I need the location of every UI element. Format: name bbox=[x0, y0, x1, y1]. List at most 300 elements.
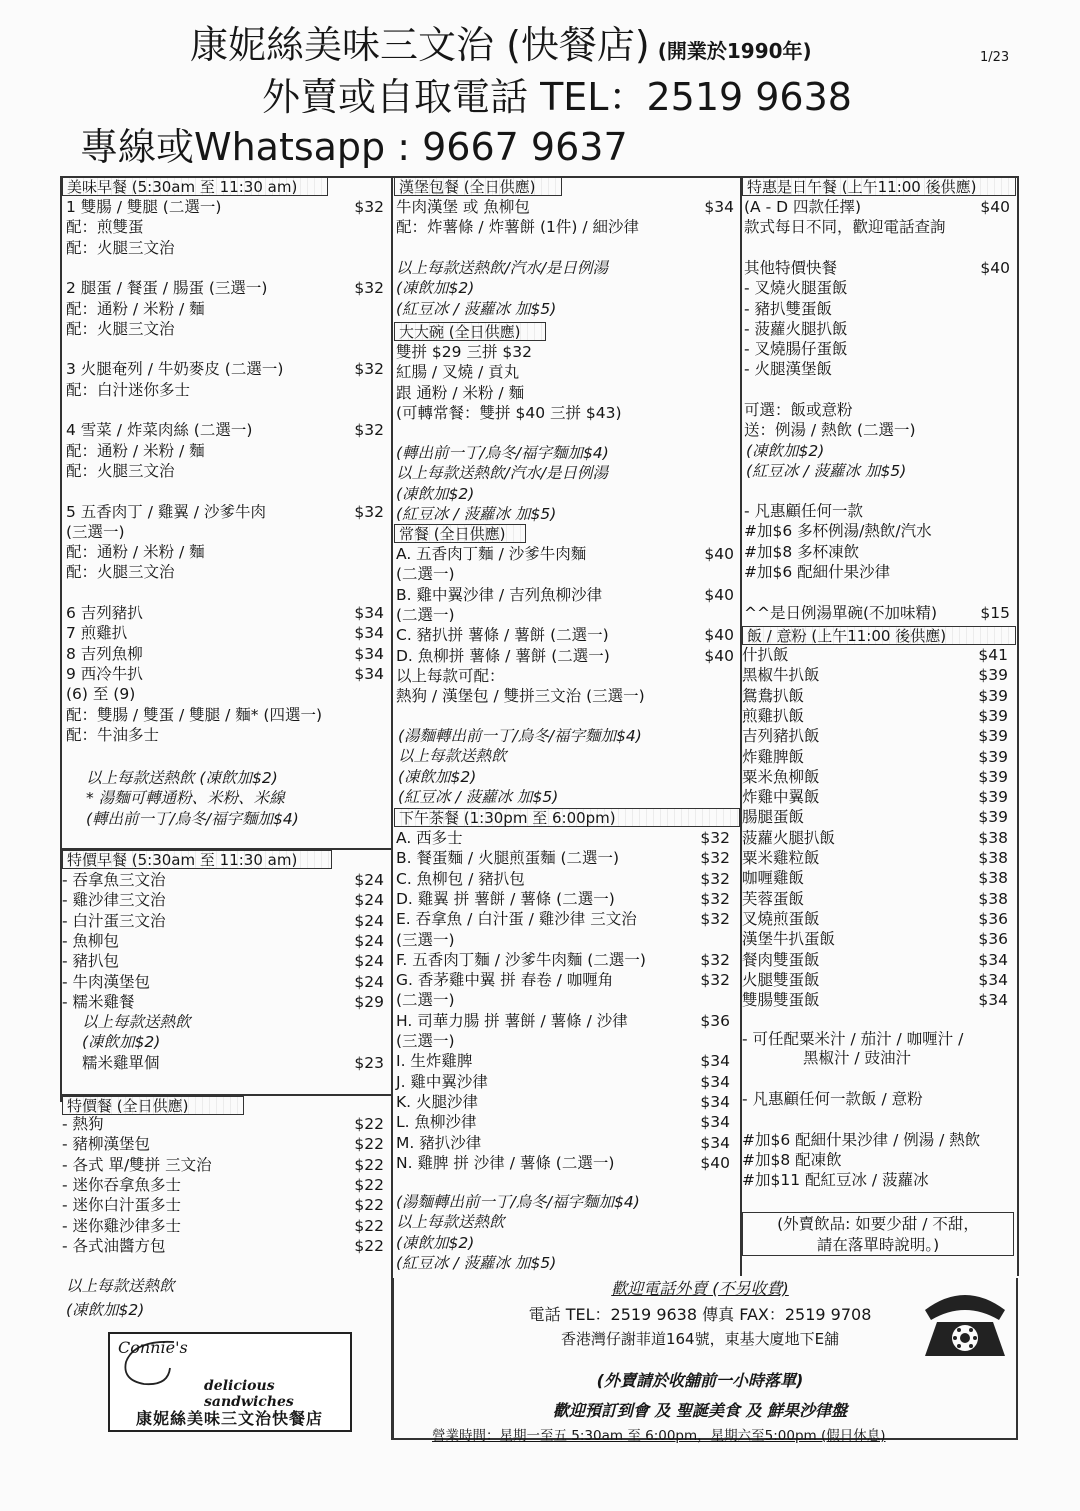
section-breakfast-title: 美味早餐 (5:30am 至 11:30 am) bbox=[62, 177, 328, 196]
footer-address: 香港灣仔謝菲道164號，東基大廈地下E舖 bbox=[560, 1330, 840, 1348]
breakfast-item-text: 配：火腿三文治 bbox=[66, 563, 175, 582]
breakfast-item bbox=[66, 299, 384, 319]
special-breakfast-item bbox=[62, 870, 384, 890]
logo-name: 康妮絲美味三文治快餐店 bbox=[136, 1409, 324, 1428]
bowl-item: 紅腸 / 叉燒 / 貢丸 bbox=[396, 363, 520, 382]
rice-item-text: 菠蘿火腿扒飯 bbox=[742, 828, 836, 847]
rice-sauce: - 可任配粟米汁 / 茄汁 / 咖喱汁 / bbox=[742, 1030, 964, 1048]
special-breakfast-item-text: - 糯米雞餐 bbox=[62, 992, 135, 1011]
breakfast-item-price: $32 bbox=[354, 198, 384, 216]
special-breakfast-item bbox=[62, 951, 384, 971]
rice-item-text: 粟米雞粒飯 bbox=[742, 849, 820, 867]
tea-item-price: $32 bbox=[700, 950, 730, 969]
regular-item bbox=[396, 686, 734, 706]
regular-item bbox=[396, 564, 734, 584]
section-bowl-title: 大大碗 (全日供應) bbox=[394, 322, 546, 341]
rice-item-text: 煎雞扒飯 bbox=[742, 706, 805, 725]
breakfast-item-text: 7 煎雞扒 bbox=[66, 624, 128, 643]
tea-item-text: D. 雞翼 拼 薯餅 / 薯條 (二選一) bbox=[396, 889, 615, 908]
rice-item-text: 什扒飯 bbox=[742, 646, 789, 664]
regular-item-price: $40 bbox=[704, 545, 734, 563]
regular-item-text: (二選一) bbox=[396, 605, 455, 624]
special-breakfast-item-text: - 豬扒包 bbox=[62, 952, 120, 971]
breakfast-item bbox=[66, 380, 384, 400]
regular-item bbox=[396, 666, 734, 686]
regular-item-text: 以上每款可配： bbox=[396, 666, 505, 685]
rice-addon: #加$6 配細什果沙律 / 例湯 / 熱飲 bbox=[742, 1130, 981, 1149]
breakfast-item bbox=[66, 644, 384, 664]
bowl-item: 跟 通粉 / 米粉 / 麵 bbox=[396, 383, 525, 402]
lunch-item-text: 款式每日不同，歡迎電話查詢 bbox=[744, 218, 946, 237]
rice-item-price: $38 bbox=[978, 889, 1008, 908]
rice-item-text: 腸腿蛋飯 bbox=[742, 808, 805, 827]
breakfast-note: (轉出前一丁/烏冬/福字麵加$4) bbox=[86, 809, 299, 828]
rice-item bbox=[742, 726, 1008, 746]
breakfast-item bbox=[66, 664, 384, 684]
bowl-note: (轉出前一丁/烏冬/福字麵加$4) bbox=[396, 444, 609, 462]
breakfast-item-price: $32 bbox=[354, 502, 384, 521]
lunch-addon-text: - 凡惠顧任何一款 bbox=[744, 502, 864, 520]
bowl-item: 雙拼 $29 三拼 $32 bbox=[396, 343, 532, 361]
bowl-note: (紅豆冰 / 菠蘿冰 加$5) bbox=[396, 504, 557, 523]
special-meal-item-text: - 迷你白汁蛋多士 bbox=[62, 1196, 182, 1215]
burger-item-text: 配：炸薯條 / 炸薯餅 (1件) / 細沙律 bbox=[396, 218, 640, 237]
special-meal-item-price: $22 bbox=[354, 1115, 384, 1133]
breakfast-item-text: 配：雙腸 / 雙蛋 / 雙腿 / 麵* (四選一) bbox=[66, 705, 323, 724]
rice-item-text: 吉列豬扒飯 bbox=[742, 727, 820, 746]
regular-item-text: A. 五香肉丁麵 / 沙爹牛肉麵 bbox=[396, 545, 587, 563]
special-meal-item-text: - 迷你吞拿魚多士 bbox=[62, 1175, 182, 1194]
breakfast-item bbox=[66, 562, 384, 582]
special-breakfast-item-price: $24 bbox=[354, 911, 384, 930]
tea-note: 以上每款送熱飲 bbox=[396, 1213, 505, 1232]
regular-item-text: D. 魚柳拼 薯條 / 薯餅 (二選一) bbox=[396, 646, 610, 665]
lunch-item-text: - 菠蘿火腿扒飯 bbox=[744, 319, 848, 338]
rice-item-price: $41 bbox=[978, 646, 1008, 664]
regular-note: 以上每款送熱飲 bbox=[398, 747, 507, 766]
lunch-note: (凍飲加$2) bbox=[746, 442, 825, 460]
breakfast-item-price: $34 bbox=[354, 604, 384, 622]
breakfast-item-text: 配：火腿三文治 bbox=[66, 319, 175, 338]
section-special-meal-title: 特價餐 (全日供應) bbox=[62, 1096, 244, 1115]
special-meal-item-text: - 熱狗 bbox=[62, 1115, 104, 1133]
rice-item-price: $39 bbox=[978, 788, 1008, 807]
rice-item bbox=[742, 868, 1008, 888]
rice-item bbox=[742, 950, 1008, 970]
lunch-item bbox=[744, 197, 1010, 217]
rice-item-price: $34 bbox=[978, 970, 1008, 989]
rotary-telephone-icon bbox=[915, 1282, 1015, 1362]
breakfast-item-text: (6) 至 (9) bbox=[66, 685, 136, 704]
lunch-item-text: - 豬扒雙蛋飯 bbox=[744, 299, 833, 318]
lunch-item-text: 送：例湯 / 熱飲 (二選一) bbox=[744, 421, 916, 440]
rice-item-text: 漢堡牛扒蛋飯 bbox=[742, 930, 836, 949]
regular-item bbox=[396, 544, 734, 564]
lunch-item bbox=[744, 400, 1010, 420]
breakfast-item-text: 配：牛油多士 bbox=[66, 725, 160, 744]
special-breakfast-note: (凍飲加$2) bbox=[82, 1033, 161, 1052]
rice-item-price: $39 bbox=[978, 666, 1008, 685]
breakfast-item bbox=[66, 258, 384, 278]
special-breakfast-item bbox=[62, 890, 384, 910]
lunch-addon bbox=[744, 542, 1010, 562]
tea-item-text: A. 西多士 bbox=[396, 829, 463, 847]
lunch-addon bbox=[744, 521, 1010, 541]
special-meal-item bbox=[62, 1195, 384, 1215]
rice-item bbox=[742, 787, 1008, 807]
rice-item bbox=[742, 665, 1008, 685]
rice-item-price: $34 bbox=[978, 991, 1008, 1010]
tea-item-text: E. 吞拿魚 / 白汁蛋 / 雞沙律 三文治 bbox=[396, 910, 637, 929]
breakfast-item-price: $34 bbox=[354, 644, 384, 663]
drink-note: (外賣飲品: 如要少甜 / 不甜， bbox=[777, 1215, 979, 1233]
special-breakfast-item-text: - 雞沙律三文治 bbox=[62, 891, 166, 910]
tea-note: (凍飲加$2) bbox=[396, 1233, 475, 1252]
breakfast-item-text: 2 腿蛋 / 餐蛋 / 腸蛋 (三選一) bbox=[66, 279, 268, 298]
bowl-item: (可轉常餐：雙拼 $40 三拼 $43) bbox=[396, 403, 622, 422]
burger-item-price: $34 bbox=[704, 198, 734, 216]
rice-item-price: $38 bbox=[978, 869, 1008, 888]
tea-note: (紅豆冰 / 菠蘿冰 加$5) bbox=[396, 1253, 557, 1272]
tea-item-text: (二選一) bbox=[396, 991, 455, 1010]
rice-item-price: $38 bbox=[978, 849, 1008, 867]
rice-item bbox=[742, 990, 1008, 1010]
breakfast-note: * 湯麵可轉通粉、米粉、米線 bbox=[86, 789, 285, 808]
breakfast-item-text: 1 雙腸 / 雙腿 (二選一) bbox=[66, 198, 222, 216]
breakfast-item-text: 配：火腿三文治 bbox=[66, 461, 175, 480]
tea-item bbox=[396, 909, 730, 929]
page-number: 1/23 bbox=[980, 50, 1010, 65]
regular-item bbox=[396, 646, 734, 666]
tea-item-text: (三選一) bbox=[396, 930, 455, 949]
since-label: (開業於1990年) bbox=[657, 39, 812, 63]
special-meal-item bbox=[62, 1175, 384, 1195]
tea-item-text: G. 香茅雞中翼 拼 春卷 / 咖喱角 bbox=[396, 971, 614, 990]
special-breakfast-extra bbox=[82, 1053, 384, 1073]
breakfast-item bbox=[66, 522, 384, 542]
special-meal-item bbox=[62, 1114, 384, 1134]
rice-item bbox=[742, 645, 1008, 665]
tea-item-price: $34 bbox=[700, 1072, 730, 1091]
tea-item bbox=[396, 1153, 730, 1173]
lunch-item-text: - 叉燒火腿蛋飯 bbox=[744, 279, 848, 298]
breakfast-item bbox=[66, 725, 384, 745]
breakfast-item bbox=[66, 481, 384, 501]
tea-item-text: H. 司華力腸 拼 薯餅 / 薯條 / 沙律 bbox=[396, 1011, 628, 1030]
rice-item-text: 餐肉雙蛋飯 bbox=[742, 950, 820, 969]
breakfast-item bbox=[66, 359, 384, 379]
breakfast-item-text: 配：通粉 / 米粉 / 麵 bbox=[66, 543, 205, 562]
breakfast-item-price: $32 bbox=[354, 421, 384, 440]
regular-item bbox=[396, 585, 734, 605]
breakfast-item bbox=[66, 461, 384, 481]
rice-item-price: $39 bbox=[978, 747, 1008, 766]
lunch-item bbox=[744, 380, 1010, 400]
tel-line: 外賣或自取電話 TEL：2519 9638 bbox=[262, 75, 852, 119]
footer-order-note: (外賣請於收舖前一小時落單) bbox=[596, 1371, 804, 1390]
rice-item bbox=[742, 889, 1008, 909]
lunch-item bbox=[744, 299, 1010, 319]
burger-note: (凍飲加$2) bbox=[396, 279, 475, 298]
tea-item bbox=[396, 1031, 730, 1051]
breakfast-item-price: $34 bbox=[354, 664, 384, 683]
regular-note: (湯麵轉出前一丁/烏冬/福字麵加$4) bbox=[398, 727, 642, 745]
tea-item-price: $32 bbox=[700, 869, 730, 888]
regular-item-price: $40 bbox=[704, 626, 734, 645]
regular-item-text: 熱狗 / 漢堡包 / 雙拼三文治 (三選一) bbox=[396, 687, 645, 706]
rice-item bbox=[742, 970, 1008, 990]
rice-item bbox=[742, 767, 1008, 787]
tea-item-text: I. 生炸雞脾 bbox=[396, 1052, 473, 1071]
rice-sauce: 黑椒汁 / 豉油汁 bbox=[802, 1049, 912, 1067]
rice-item-price: $39 bbox=[978, 706, 1008, 725]
special-breakfast-item-price: $24 bbox=[354, 891, 384, 910]
rice-item-text: 咖喱雞飯 bbox=[742, 869, 805, 888]
rice-item-price: $34 bbox=[978, 950, 1008, 969]
section-tea-title: 下午茶餐 (1:30pm 至 6:00pm) bbox=[394, 808, 740, 827]
lunch-addon-text: #加$8 多杯凍飲 bbox=[744, 542, 860, 561]
breakfast-item-text: (三選一) bbox=[66, 522, 125, 541]
section-burger-title: 漢堡包餐 (全日供應) bbox=[394, 177, 562, 196]
special-breakfast-item-text: - 牛肉漢堡包 bbox=[62, 972, 151, 991]
breakfast-item-text: 9 西冷牛扒 bbox=[66, 664, 143, 683]
special-meal-item-price: $22 bbox=[354, 1155, 384, 1174]
rice-addon bbox=[742, 1109, 1014, 1129]
special-meal-item-price: $22 bbox=[354, 1216, 384, 1235]
breakfast-item bbox=[66, 603, 384, 623]
rice-item bbox=[742, 828, 1008, 848]
special-breakfast-item-text: - 吞拿魚三文治 bbox=[62, 871, 166, 889]
special-breakfast-item-text: - 白汁蛋三文治 bbox=[62, 911, 166, 930]
footer-catering: 歡迎預訂到會 及 聖誕美食 及 鮮果沙律盤 bbox=[552, 1401, 848, 1420]
tea-item bbox=[396, 869, 730, 889]
lunch-addon-price: $15 bbox=[980, 603, 1010, 622]
logo bbox=[108, 1332, 352, 1432]
special-meal-item bbox=[62, 1155, 384, 1175]
section-lunch-title: 特惠是日午餐 (上午11:00 後供應) bbox=[742, 177, 1016, 196]
tea-item bbox=[396, 930, 730, 950]
breakfast-item bbox=[66, 339, 384, 359]
breakfast-item-text: 6 吉列豬扒 bbox=[66, 604, 143, 622]
lunch-item-text: 可選：飯或意粉 bbox=[744, 401, 853, 419]
rice-item-text: 炸雞中翼飯 bbox=[742, 788, 820, 807]
breakfast-item-price: $32 bbox=[354, 360, 384, 379]
lunch-note: (紅豆冰 / 菠蘿冰 加$5) bbox=[746, 462, 907, 481]
tea-item-price: $32 bbox=[700, 971, 730, 990]
breakfast-note: 以上每款送熱飲 (凍飲加$2) bbox=[86, 769, 278, 787]
tea-item-price: $34 bbox=[700, 1133, 730, 1152]
rice-addon: - 凡惠顧任何一款飯 / 意粉 bbox=[742, 1090, 923, 1108]
special-meal-item-text: - 各式 單/雙拼 三文治 bbox=[62, 1155, 212, 1174]
lunch-item bbox=[744, 319, 1010, 339]
lunch-item bbox=[744, 258, 1010, 278]
special-meal-item bbox=[62, 1236, 384, 1256]
rice-item-text: 雙腸雙蛋飯 bbox=[742, 991, 820, 1010]
regular-note: (凍飲加$2) bbox=[398, 767, 477, 786]
lunch-item bbox=[744, 278, 1010, 298]
breakfast-item-text: 5 五香肉丁 / 雞翼 / 沙爹牛肉 bbox=[66, 502, 266, 521]
tea-item-text: F. 五香肉丁麵 / 沙爹牛肉麵 (二選一) bbox=[396, 950, 646, 969]
rice-item-text: 芙蓉蛋飯 bbox=[742, 889, 805, 908]
rice-item-text: 鴛鴦扒飯 bbox=[742, 686, 805, 705]
special-breakfast-item-price: $24 bbox=[354, 871, 384, 889]
lunch-item bbox=[744, 420, 1010, 440]
breakfast-item bbox=[66, 542, 384, 562]
special-meal-note: (凍飲加$2) bbox=[66, 1301, 145, 1319]
breakfast-item-text: 3 火腿奄列 / 牛奶麥皮 (二選一) bbox=[66, 360, 284, 379]
regular-item-text: (二選一) bbox=[396, 565, 455, 584]
rice-item-price: $39 bbox=[978, 808, 1008, 827]
lunch-item bbox=[744, 359, 1010, 379]
whatsapp-line: 專線或Whatsapp : 9667 9637 bbox=[80, 125, 628, 169]
breakfast-item bbox=[66, 684, 384, 704]
special-breakfast-item-price: $24 bbox=[354, 931, 384, 950]
rice-item-price: $36 bbox=[978, 909, 1008, 928]
special-breakfast-item bbox=[62, 972, 384, 992]
tea-item bbox=[396, 889, 730, 909]
special-breakfast-item-price: $24 bbox=[354, 972, 384, 991]
breakfast-item bbox=[66, 278, 384, 298]
section-special-breakfast-title: 特價早餐 (5:30am 至 11:30 am) bbox=[62, 850, 332, 869]
breakfast-item bbox=[66, 705, 384, 725]
lunch-item-text: (A - D 四款任擇) bbox=[744, 198, 862, 216]
lunch-item-price: $40 bbox=[980, 258, 1010, 277]
lunch-addon-text: #加$6 配細什果沙律 bbox=[744, 562, 891, 581]
rice-item bbox=[742, 909, 1008, 929]
rice-item bbox=[742, 929, 1008, 949]
tea-item-price: $32 bbox=[700, 889, 730, 908]
rice-item bbox=[742, 807, 1008, 827]
lunch-item bbox=[744, 339, 1010, 359]
special-breakfast-item-price: $24 bbox=[354, 952, 384, 971]
lunch-item-text: - 火腿漢堡飯 bbox=[744, 360, 833, 379]
section-regular-title: 常餐 (全日供應) bbox=[394, 524, 526, 543]
breakfast-item-text: 4 雪菜 / 炸菜肉絲 (二選一) bbox=[66, 421, 253, 440]
lunch-item-text: - 叉燒腸仔蛋飯 bbox=[744, 340, 848, 359]
breakfast-item bbox=[66, 400, 384, 420]
special-meal-item-price: $22 bbox=[354, 1135, 384, 1154]
tea-item bbox=[396, 1092, 730, 1112]
tea-item-text: K. 火腿沙律 bbox=[396, 1092, 479, 1111]
burger-item bbox=[396, 197, 734, 217]
tea-item-text: L. 魚柳沙律 bbox=[396, 1113, 477, 1132]
regular-item-price: $40 bbox=[704, 585, 734, 604]
burger-item-text: 牛肉漢堡 或 魚柳包 bbox=[396, 198, 530, 216]
tea-item-text: B. 餐蛋麵 / 火腿煎蛋麵 (二選一) bbox=[396, 849, 620, 868]
burger-note: (紅豆冰 / 菠蘿冰 加$5) bbox=[396, 299, 557, 318]
breakfast-item bbox=[66, 583, 384, 603]
breakfast-item-price: $34 bbox=[354, 624, 384, 643]
breakfast-item bbox=[66, 217, 384, 237]
breakfast-item bbox=[66, 319, 384, 339]
breakfast-item-text: 配：火腿三文治 bbox=[66, 238, 175, 257]
footer-hours: 營業時間：星期一至五 5:30am 至 6:00pm，星期六至5:00pm (假日休息) bbox=[432, 1428, 886, 1444]
tea-item-price: $34 bbox=[700, 1092, 730, 1111]
special-meal-item bbox=[62, 1134, 384, 1154]
rice-item-text: 叉燒煎蛋飯 bbox=[742, 909, 820, 928]
tea-item bbox=[396, 1011, 730, 1031]
special-meal-item-price: $22 bbox=[354, 1175, 384, 1194]
rice-item bbox=[742, 747, 1008, 767]
regular-item-price: $40 bbox=[704, 646, 734, 665]
rice-addon: #加$11 配紅豆冰 / 菠蘿冰 bbox=[742, 1171, 929, 1190]
lunch-item bbox=[744, 238, 1010, 258]
rice-item-price: $36 bbox=[978, 930, 1008, 949]
special-meal-item-text: - 各式油醬方包 bbox=[62, 1236, 166, 1255]
rice-item-price: $39 bbox=[978, 727, 1008, 746]
lunch-addon bbox=[744, 501, 1010, 521]
special-breakfast-item-price: $29 bbox=[354, 992, 384, 1011]
burger-item bbox=[396, 217, 734, 237]
tea-item-text: C. 魚柳包 / 豬扒包 bbox=[396, 869, 525, 888]
special-breakfast-extra-price: $23 bbox=[354, 1054, 384, 1072]
lunch-item bbox=[744, 217, 1010, 237]
tea-item-price: $36 bbox=[700, 1011, 730, 1030]
tea-item bbox=[396, 828, 730, 848]
lunch-addon bbox=[744, 603, 1010, 623]
section-rice-title: 飯 / 意粉 (上午11:00 後供應) bbox=[742, 626, 1016, 645]
lunch-addon bbox=[744, 562, 1010, 582]
rice-item-text: 炸雞脾飯 bbox=[742, 747, 805, 766]
breakfast-item bbox=[66, 197, 384, 217]
tea-item-price: $32 bbox=[700, 910, 730, 929]
special-meal-item-price: $22 bbox=[354, 1196, 384, 1215]
tea-item-text: N. 雞脾 拼 沙律 / 薯條 (二選一) bbox=[396, 1153, 615, 1172]
special-breakfast-note: 以上每款送熱飲 bbox=[82, 1013, 191, 1031]
rice-item-price: $39 bbox=[978, 686, 1008, 705]
lunch-item-text: 其他特價快餐 bbox=[744, 258, 838, 277]
tea-item-text: J. 雞中翼沙律 bbox=[396, 1072, 488, 1091]
special-meal-item bbox=[62, 1216, 384, 1236]
breakfast-item-text: 配：通粉 / 米粉 / 麵 bbox=[66, 441, 205, 460]
lunch-addon-text: ^^是日例湯單碗(不加味精) bbox=[744, 603, 938, 622]
special-meal-item-text: - 迷你雞沙律多士 bbox=[62, 1216, 182, 1235]
rice-item-price: $38 bbox=[978, 828, 1008, 847]
rice-item bbox=[742, 686, 1008, 706]
breakfast-item bbox=[66, 238, 384, 258]
regular-item bbox=[396, 625, 734, 645]
bowl-note: (凍飲加$2) bbox=[396, 484, 475, 503]
tea-item-price: $32 bbox=[700, 849, 730, 868]
lunch-item-price: $40 bbox=[980, 198, 1010, 216]
special-breakfast-item bbox=[62, 992, 384, 1012]
breakfast-item-text: 配：通粉 / 米粉 / 麵 bbox=[66, 299, 205, 318]
special-meal-note: 以上每款送熱飲 bbox=[66, 1277, 175, 1295]
tea-item bbox=[396, 1112, 730, 1132]
regular-item-text: C. 豬扒拼 薯條 / 薯餅 (二選一) bbox=[396, 626, 609, 645]
rice-addon: #加$8 配凍飲 bbox=[742, 1150, 842, 1169]
tea-item-price: $40 bbox=[700, 1153, 730, 1172]
logo-tagline: delicious sandwiches bbox=[204, 1378, 294, 1410]
tea-item-price: $32 bbox=[700, 829, 730, 847]
special-breakfast-item bbox=[62, 931, 384, 951]
tea-item-text: M. 豬扒沙律 bbox=[396, 1133, 482, 1152]
tea-item bbox=[396, 1051, 730, 1071]
rice-item bbox=[742, 706, 1008, 726]
breakfast-item bbox=[66, 441, 384, 461]
breakfast-item bbox=[66, 502, 384, 522]
special-meal-item-text: - 豬柳漢堡包 bbox=[62, 1135, 151, 1154]
page-title: 康妮絲美味三文治 (快餐店) (開業於1990年) bbox=[190, 23, 812, 67]
footer-welcome: 歡迎電話外賣 (不另收費) bbox=[611, 1279, 789, 1298]
breakfast-item bbox=[66, 420, 384, 440]
tea-item bbox=[396, 990, 730, 1010]
special-meal-item-price: $22 bbox=[354, 1236, 384, 1255]
breakfast-item-text: 配：煎雙蛋 bbox=[66, 218, 144, 237]
right-border bbox=[1017, 176, 1019, 1276]
col-divider-1 bbox=[391, 176, 393, 1440]
breakfast-item-text: 8 吉列魚柳 bbox=[66, 644, 143, 663]
